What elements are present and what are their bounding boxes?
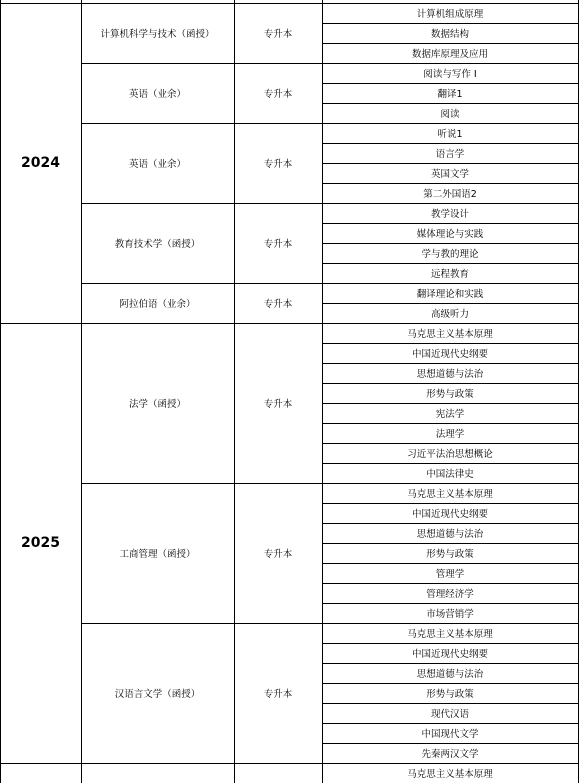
- level-cell: 专升本: [263, 399, 293, 410]
- course-cell: 管理经济学: [426, 589, 474, 600]
- major-divider: [81, 3, 322, 4]
- course-cell: 计算机组成原理: [416, 9, 484, 20]
- row-divider: [322, 383, 578, 384]
- major-divider: [81, 323, 322, 324]
- row-divider: [322, 163, 578, 164]
- course-cell: 第二外国语2: [423, 189, 477, 200]
- year-divider: [0, 3, 81, 4]
- row-divider: [322, 363, 578, 364]
- major-divider: [81, 283, 322, 284]
- row-divider: [322, 303, 578, 304]
- major-cell: 英语（业余）: [128, 159, 186, 170]
- row-divider: [322, 663, 578, 664]
- major-divider: [81, 623, 322, 624]
- row-divider: [322, 643, 578, 644]
- row-divider: [322, 223, 578, 224]
- column-divider: [81, 0, 82, 783]
- course-cell: 中国近现代史纲要: [411, 509, 488, 520]
- course-cell: 翻译1: [437, 89, 463, 100]
- course-cell: 形势与政策: [426, 689, 474, 700]
- level-cell: 专升本: [263, 299, 293, 310]
- row-divider: [322, 23, 578, 24]
- row-divider: [322, 463, 578, 464]
- course-cell: 数据结构: [430, 29, 469, 40]
- course-cell: 中国近现代史纲要: [411, 649, 488, 660]
- course-cell: 马克思主义基本原理: [407, 329, 493, 340]
- row-divider: [322, 503, 578, 504]
- major-divider: [81, 203, 322, 204]
- course-cell: 马克思主义基本原理: [407, 489, 493, 500]
- course-cell: 法理学: [435, 429, 465, 440]
- row-divider: [322, 63, 578, 64]
- row-divider: [322, 583, 578, 584]
- major-cell: 汉语言文学（函授）: [114, 689, 201, 700]
- course-cell: 市场营销学: [426, 609, 474, 620]
- year-cell: 2025: [21, 535, 60, 551]
- course-cell: 马克思主义基本原理: [407, 629, 493, 640]
- course-cell: 中国现代文学: [421, 729, 479, 740]
- row-divider: [322, 263, 578, 264]
- major-cell: 阿拉伯语（业余）: [119, 299, 196, 310]
- course-cell: 现代汉语: [430, 709, 469, 720]
- major-cell: 法学（函授）: [128, 399, 186, 410]
- row-divider: [322, 103, 578, 104]
- level-cell: 专升本: [263, 89, 293, 100]
- level-cell: 专升本: [263, 29, 293, 40]
- row-divider: [322, 283, 578, 284]
- course-cell: 先秦两汉文学: [421, 749, 479, 760]
- course-cell: 形势与政策: [426, 549, 474, 560]
- row-divider: [322, 123, 578, 124]
- row-divider: [322, 3, 578, 4]
- course-cell: 翻译理论和实践: [416, 289, 484, 300]
- row-divider: [322, 443, 578, 444]
- row-divider: [322, 323, 578, 324]
- course-cell: 阅读: [440, 109, 460, 120]
- course-cell: 数据库原理及应用: [411, 49, 488, 60]
- course-cell: 语言学: [435, 149, 465, 160]
- major-cell: 工商管理（函授）: [119, 549, 196, 560]
- row-divider: [322, 483, 578, 484]
- row-divider: [322, 343, 578, 344]
- level-cell: 专升本: [263, 159, 293, 170]
- column-divider: [234, 0, 235, 783]
- row-divider: [322, 43, 578, 44]
- major-cell: 英语（业余）: [128, 89, 186, 100]
- course-cell: 远程教育: [430, 269, 469, 280]
- major-cell: 教育技术学（函授）: [114, 239, 201, 250]
- row-divider: [322, 203, 578, 204]
- course-cell: 管理学: [435, 569, 465, 580]
- course-cell: 马克思主义基本原理: [407, 769, 493, 780]
- course-cell: 形势与政策: [426, 389, 474, 400]
- year-divider: [0, 323, 81, 324]
- row-divider: [322, 523, 578, 524]
- row-divider: [322, 423, 578, 424]
- course-cell: 中国法律史: [426, 469, 474, 480]
- column-divider: [322, 0, 323, 783]
- course-cell: 思想道德与法治: [416, 369, 484, 380]
- course-cell: 听说1: [437, 129, 463, 140]
- row-divider: [322, 563, 578, 564]
- year-cell: 2024: [21, 155, 60, 171]
- row-divider: [322, 623, 578, 624]
- row-divider: [322, 703, 578, 704]
- course-cell: 中国近现代史纲要: [411, 349, 488, 360]
- course-cell: 习近平法治思想概论: [407, 449, 493, 460]
- row-divider: [322, 723, 578, 724]
- level-cell: 专升本: [263, 549, 293, 560]
- row-divider: [322, 543, 578, 544]
- row-divider: [322, 83, 578, 84]
- row-divider: [322, 183, 578, 184]
- course-cell: 学与教的理论: [421, 249, 479, 260]
- level-cell: 专升本: [263, 239, 293, 250]
- course-cell: 阅读与写作 I: [423, 69, 477, 80]
- major-divider: [81, 483, 322, 484]
- major-divider: [81, 63, 322, 64]
- column-divider: [0, 0, 1, 783]
- row-divider: [322, 743, 578, 744]
- row-divider: [322, 403, 578, 404]
- course-cell: 高级听力: [430, 309, 469, 320]
- course-cell: 教学设计: [430, 209, 469, 220]
- major-divider: [81, 123, 322, 124]
- row-divider: [322, 143, 578, 144]
- course-cell: 媒体理论与实践: [416, 229, 484, 240]
- row-divider: [322, 683, 578, 684]
- level-cell: 专升本: [263, 689, 293, 700]
- course-cell: 英国文学: [430, 169, 469, 180]
- course-cell: 思想道德与法治: [416, 669, 484, 680]
- row-divider: [322, 243, 578, 244]
- course-cell: 宪法学: [435, 409, 465, 420]
- course-cell: 思想道德与法治: [416, 529, 484, 540]
- row-divider: [322, 603, 578, 604]
- major-cell: 计算机科学与技术（函授）: [100, 29, 215, 40]
